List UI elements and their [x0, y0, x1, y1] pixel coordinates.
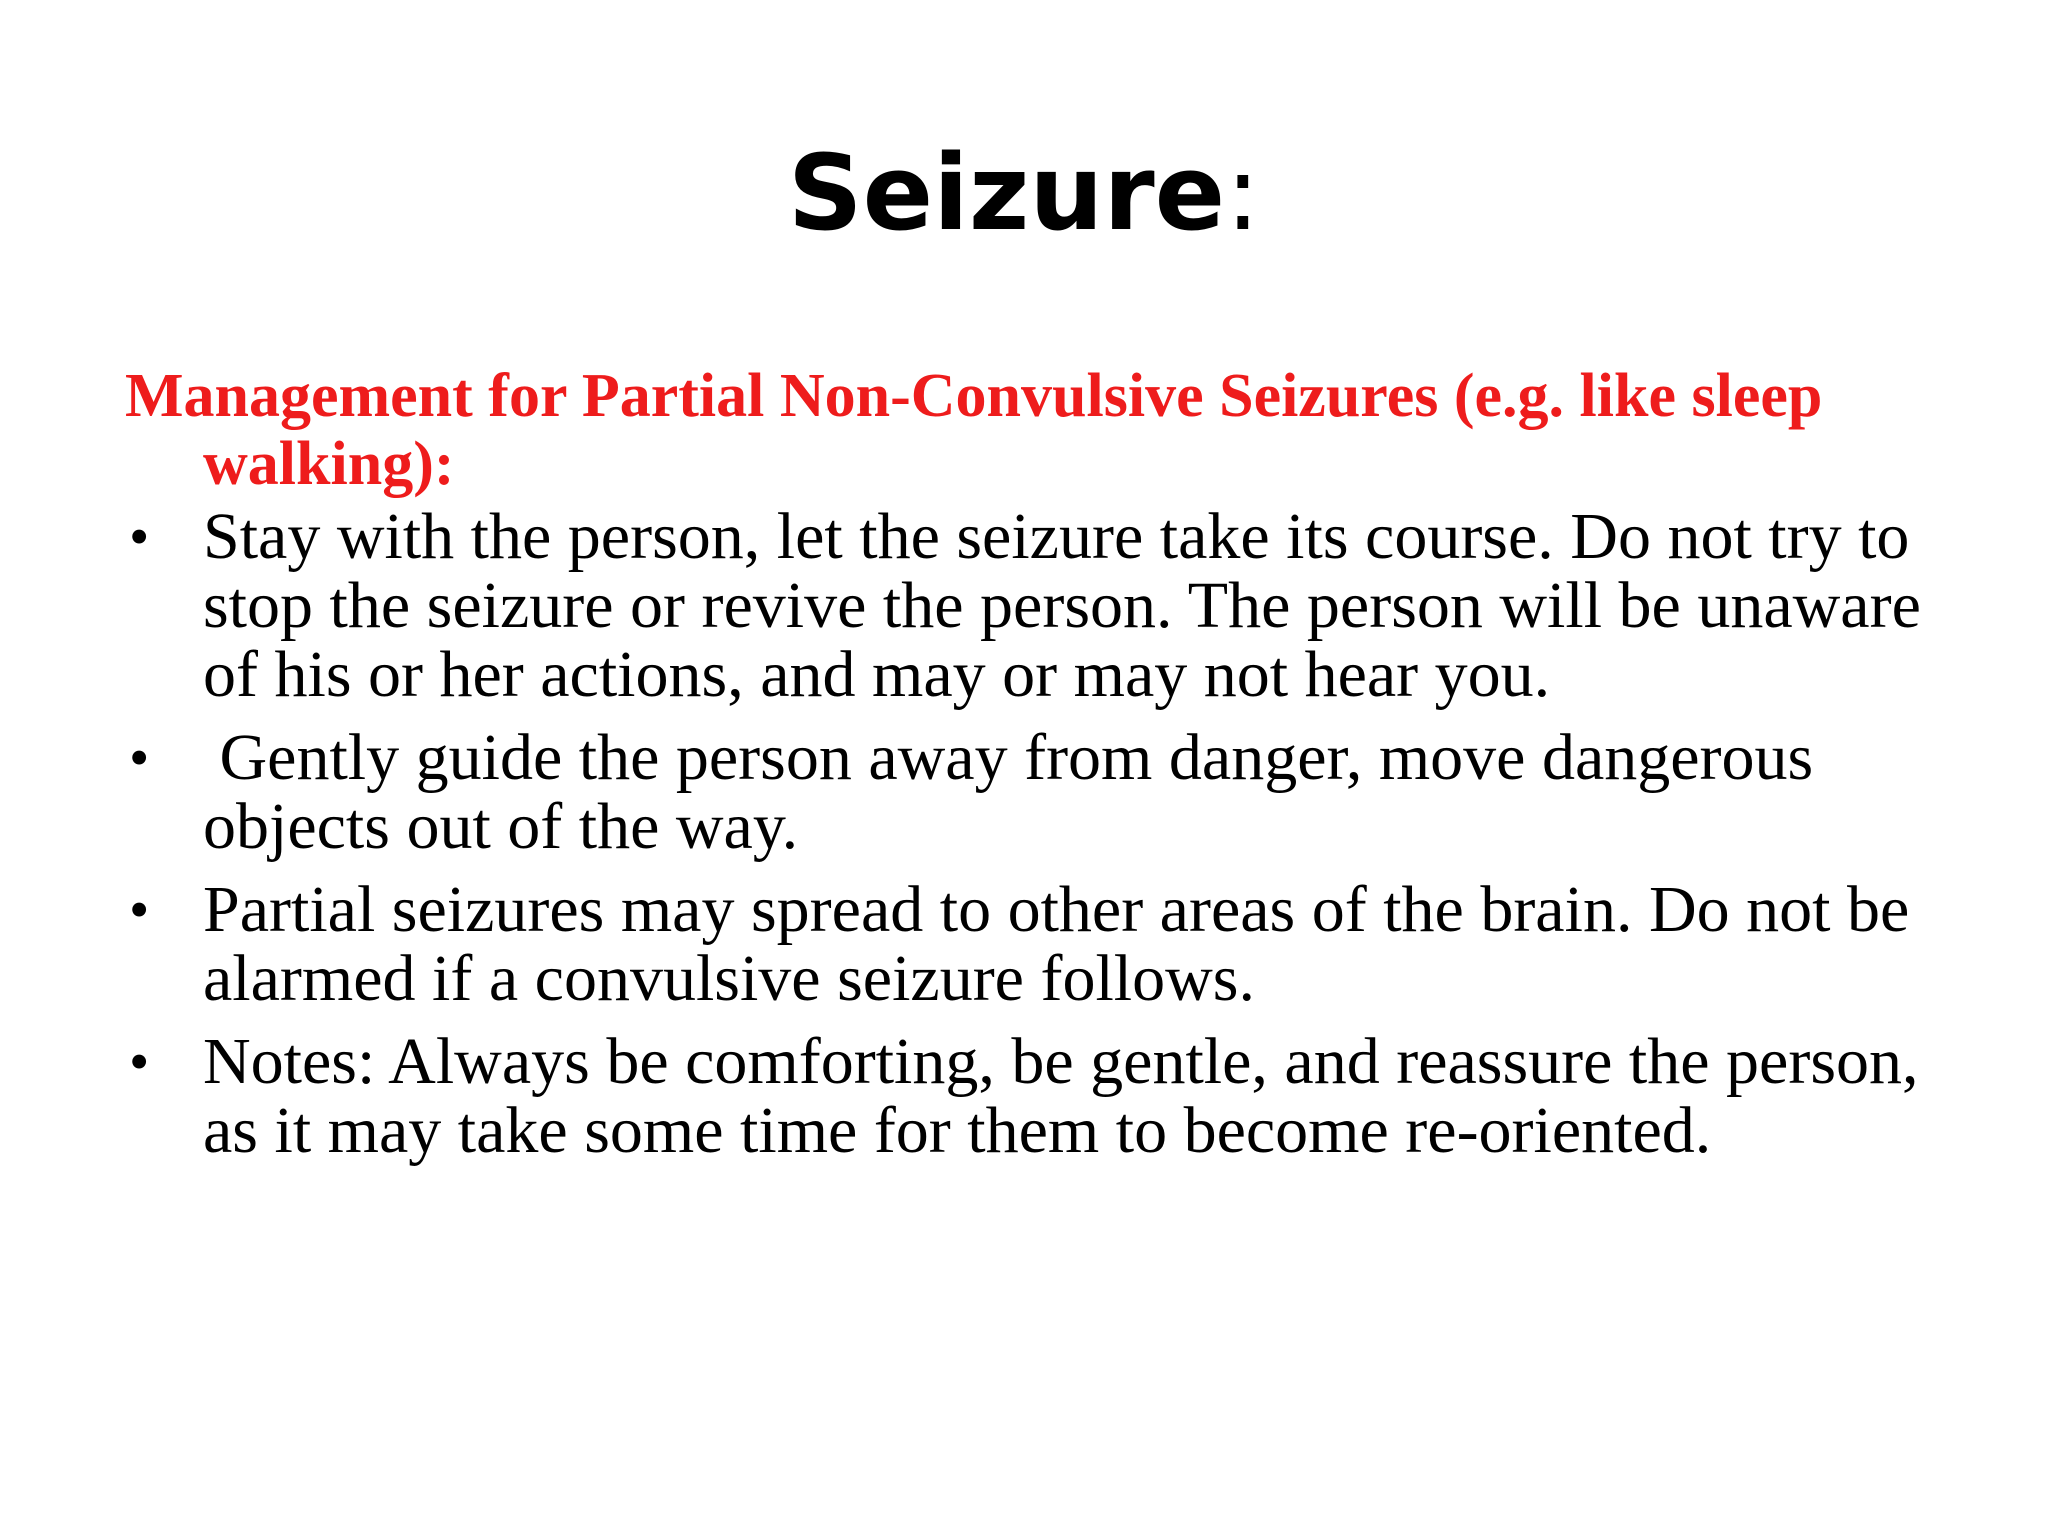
bullet-item-3	[125, 875, 1965, 1013]
bullet-text-2: Gently guide the person away from danger, move dangerous objects out of the way.	[203, 721, 1814, 863]
slide-title-colon: :	[1225, 132, 1261, 254]
bullet-text-1: Stay with the person, let the seizure take its course. Do not try to stop the seizure or revive the person. The person will be unaware of his or her actions, and may or may not hear you.	[203, 500, 1921, 711]
bullet-text-3: Partial seizures may spread to other areas of the brain. Do not be alarmed if a convulsive seizure follows.	[203, 873, 1910, 1015]
bullet-icon: •	[129, 725, 150, 790]
slide-title-text: Seizure	[787, 132, 1226, 254]
slide-content	[125, 362, 1965, 1165]
bullet-item-4	[125, 1027, 1965, 1165]
bullet-text-4: Notes: Always be comforting, be gentle, and reassure the person, as it may take some time for them to become re-oriented.	[203, 1025, 1919, 1167]
bullet-icon: •	[129, 877, 150, 942]
bullet-list	[125, 502, 1965, 1165]
slide-title	[0, 128, 2048, 258]
bullet-icon: •	[129, 1029, 150, 1094]
bullet-icon: •	[129, 504, 150, 569]
section-heading: Management for Partial Non-Convulsive Seizures (e.g. like sleep walking):	[125, 362, 1823, 498]
bullet-item-2	[125, 723, 1965, 861]
bullet-item-1	[125, 502, 1965, 709]
